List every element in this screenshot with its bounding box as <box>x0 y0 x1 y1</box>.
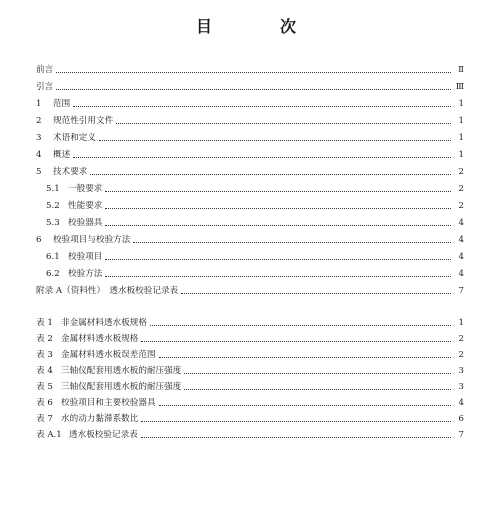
table-label: 校验项目和主要校验器具 <box>61 398 156 408</box>
table-number: 表 1 <box>36 318 53 328</box>
entry-label: 概述 <box>53 150 71 160</box>
table-label: 三轴仪配套用透水板的耐压强度 <box>61 366 182 376</box>
table-label: 三轴仪配套用透水板的耐压强度 <box>61 382 182 392</box>
table-label: 非金属材料透水板规格 <box>61 318 147 328</box>
table-label: 金属材料透水板规格 <box>61 334 139 344</box>
leader-dots <box>105 207 451 209</box>
table-number: 表 6 <box>36 398 53 408</box>
toc-entry-3[interactable] <box>36 131 464 145</box>
toc-entry-4[interactable] <box>36 148 464 162</box>
leader-dots <box>141 420 451 422</box>
toc-table-7[interactable] <box>36 412 464 426</box>
leader-dots <box>133 241 451 243</box>
entry-page: 1 <box>458 133 464 143</box>
entry-page: 1 <box>458 116 464 126</box>
leader-dots <box>105 258 451 260</box>
toc-table-4[interactable] <box>36 364 464 378</box>
leader-dots <box>150 324 451 326</box>
entry-page: Ⅱ <box>458 65 464 75</box>
entry-number: 6.2 <box>46 269 60 279</box>
toc-entry-5[interactable] <box>36 165 464 179</box>
entry-number: 3 <box>36 133 42 143</box>
toc-table-5[interactable] <box>36 380 464 394</box>
table-page: 6 <box>458 414 464 424</box>
entry-label: 性能要求 <box>68 201 103 211</box>
entry-label: 术语和定义 <box>53 133 96 143</box>
toc-entry-6-2[interactable] <box>36 267 464 281</box>
table-page: 1 <box>458 318 464 328</box>
entry-page: 4 <box>458 252 464 262</box>
page-title: 目 次 <box>195 17 322 36</box>
entry-number: 6 <box>36 235 42 245</box>
entry-number: 2 <box>36 116 42 126</box>
toc-table-2[interactable] <box>36 332 464 346</box>
table-number: 表 7 <box>36 414 53 424</box>
entry-number: 4 <box>36 150 42 160</box>
toc-entry-5-1[interactable] <box>36 182 464 196</box>
entry-page: 1 <box>458 99 464 109</box>
entry-label: 校验项目 <box>68 252 103 262</box>
entry-label: 引言 <box>36 82 54 92</box>
leader-dots <box>184 388 451 390</box>
leader-dots <box>73 156 451 158</box>
toc-entry-introduction[interactable] <box>36 80 464 94</box>
table-page: 3 <box>458 366 464 376</box>
toc-table-a1[interactable] <box>36 428 464 442</box>
entry-page: 2 <box>458 184 464 194</box>
entry-page: 2 <box>458 201 464 211</box>
leader-dots <box>105 190 451 192</box>
toc-entry-foreword[interactable] <box>36 63 464 77</box>
entry-label: 附录 A（资料性） 透水板校验记录表 <box>36 286 179 296</box>
leader-dots <box>116 122 451 124</box>
toc-entry-2[interactable] <box>36 114 464 128</box>
entry-label: 校验器具 <box>68 218 103 228</box>
toc-entry-appendix-a[interactable] <box>36 284 464 298</box>
table-number: 表 2 <box>36 334 53 344</box>
entry-label: 前言 <box>36 65 54 75</box>
leader-dots <box>184 372 451 374</box>
entry-label: 技术要求 <box>53 167 88 177</box>
entry-page: 4 <box>458 269 464 279</box>
table-page: 3 <box>458 382 464 392</box>
entry-page: 4 <box>458 235 464 245</box>
table-number: 表 3 <box>36 350 53 360</box>
leader-dots <box>181 292 451 294</box>
leader-dots <box>159 356 451 358</box>
entry-number: 5.2 <box>46 201 60 211</box>
table-number: 表 5 <box>36 382 53 392</box>
table-page: 7 <box>458 430 464 440</box>
toc-entry-5-2[interactable] <box>36 199 464 213</box>
leader-dots <box>73 105 451 107</box>
leader-dots <box>90 173 451 175</box>
entry-number: 5.1 <box>46 184 60 194</box>
table-label: 金属材料透水板误差范围 <box>61 350 156 360</box>
leader-dots <box>141 340 451 342</box>
entry-page: Ⅲ <box>455 82 464 92</box>
entry-page: 4 <box>458 218 464 228</box>
leader-dots <box>159 404 451 406</box>
table-label: 水的动力黏滞系数比 <box>61 414 139 424</box>
leader-dots <box>105 275 451 277</box>
table-label: 透水板校验记录表 <box>69 430 138 440</box>
leader-dots <box>105 224 451 226</box>
entry-number: 5.3 <box>46 218 60 228</box>
table-page: 2 <box>458 350 464 360</box>
entry-page: 7 <box>458 286 464 296</box>
toc-entry-6-1[interactable] <box>36 250 464 264</box>
toc-table-1[interactable] <box>36 316 464 330</box>
entry-label: 校验项目与校验方法 <box>53 235 131 245</box>
entry-label: 一般要求 <box>68 184 103 194</box>
entry-label: 规范性引用文件 <box>53 116 114 126</box>
table-number: 表 4 <box>36 366 53 376</box>
leader-dots <box>99 139 451 141</box>
toc-table-6[interactable] <box>36 396 464 410</box>
table-page: 2 <box>458 334 464 344</box>
leader-dots <box>56 71 451 73</box>
leader-dots <box>141 436 451 438</box>
toc-entry-1[interactable] <box>36 97 464 111</box>
entry-label: 校验方法 <box>68 269 103 279</box>
table-page: 4 <box>458 398 464 408</box>
toc-entry-5-3[interactable] <box>36 216 464 230</box>
entry-page: 2 <box>458 167 464 177</box>
toc-entry-6[interactable] <box>36 233 464 247</box>
toc-table-3[interactable] <box>36 348 464 362</box>
entry-number: 5 <box>36 167 42 177</box>
table-number: 表 A.1 <box>36 430 62 440</box>
entry-number: 6.1 <box>46 252 60 262</box>
leader-dots <box>56 88 451 90</box>
entry-number: 1 <box>36 99 42 109</box>
entry-label: 范围 <box>53 99 71 109</box>
entry-page: 1 <box>458 150 464 160</box>
